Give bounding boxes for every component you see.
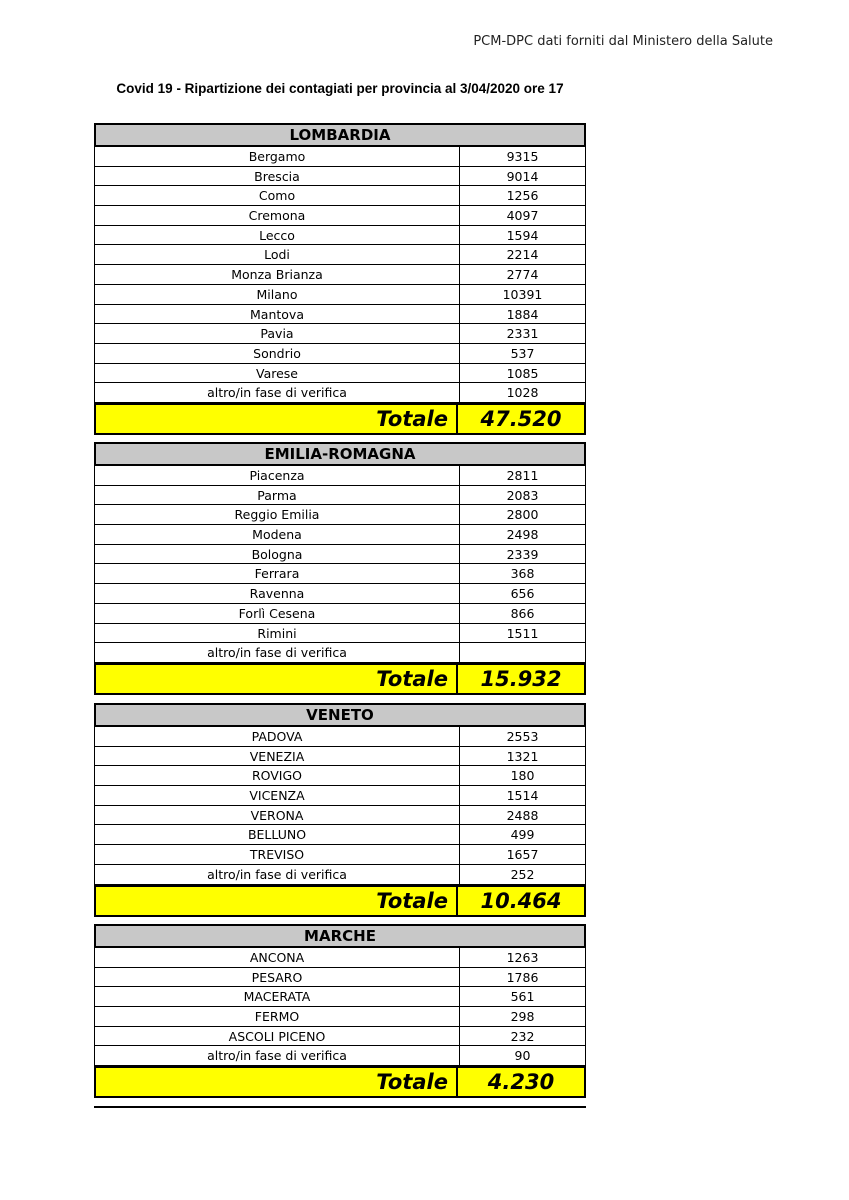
case-count: 499 xyxy=(510,827,535,843)
table-row xyxy=(95,186,585,206)
case-count: 1786 xyxy=(506,969,539,985)
region-header: EMILIA-ROMAGNA xyxy=(94,442,586,466)
case-count: 2083 xyxy=(506,487,539,503)
province-name: Reggio Emilia xyxy=(95,505,460,524)
province-name: ASCOLI PICENO xyxy=(95,1027,460,1046)
table-row xyxy=(95,1027,585,1047)
total-value: 47.520 xyxy=(480,406,562,431)
case-count: 2339 xyxy=(506,546,539,562)
case-count: 1511 xyxy=(506,625,539,641)
case-count: 9014 xyxy=(506,168,539,184)
table-row xyxy=(95,624,585,644)
table-row xyxy=(95,167,585,187)
table-row xyxy=(95,245,585,265)
province-name: Parma xyxy=(95,486,460,505)
table-row xyxy=(95,285,585,305)
case-count: 2774 xyxy=(506,267,539,283)
province-name: altro/in fase di verifica xyxy=(95,383,460,402)
total-row xyxy=(94,885,586,917)
case-count: 1514 xyxy=(506,788,539,804)
table-row xyxy=(95,845,585,865)
total-value: 10.464 xyxy=(480,888,562,913)
table-row xyxy=(95,364,585,384)
case-count: 1085 xyxy=(506,365,539,381)
case-count: 2498 xyxy=(506,527,539,543)
case-count: 9315 xyxy=(506,149,539,164)
province-name: Modena xyxy=(95,525,460,544)
table-row xyxy=(95,747,585,767)
province-name: Brescia xyxy=(95,167,460,186)
table-row xyxy=(95,486,585,506)
province-name: TREVISO xyxy=(95,845,460,864)
province-name: Bologna xyxy=(95,545,460,564)
document-title: Covid 19 - Ripartizione dei contagiati per provincia al 3/04/2020 ore 17 xyxy=(116,81,564,96)
table-row xyxy=(95,584,585,604)
case-count: 1028 xyxy=(506,385,539,401)
case-count: 90 xyxy=(514,1048,531,1064)
case-count: 1884 xyxy=(506,306,539,322)
province-name: ROVIGO xyxy=(95,766,460,785)
region-rows xyxy=(94,147,586,403)
bottom-divider xyxy=(94,1106,586,1108)
case-count: 537 xyxy=(510,345,535,361)
province-name: Piacenza xyxy=(95,466,460,485)
case-count: 1256 xyxy=(506,188,539,204)
table-row xyxy=(95,383,585,403)
province-name: altro/in fase di verifica xyxy=(95,865,460,884)
case-count: 561 xyxy=(510,989,535,1005)
total-value: 4.230 xyxy=(487,1070,555,1095)
case-count: 1321 xyxy=(506,748,539,764)
case-count: 2488 xyxy=(506,807,539,823)
province-name: Bergamo xyxy=(95,147,460,166)
table-row xyxy=(95,206,585,226)
province-name: Ferrara xyxy=(95,564,460,583)
case-count: 1594 xyxy=(506,227,539,243)
table-row xyxy=(95,344,585,364)
region-header: MARCHE xyxy=(94,924,586,948)
table-row xyxy=(95,786,585,806)
table-row xyxy=(95,825,585,845)
region-header: VENETO xyxy=(94,703,586,727)
province-name: Milano xyxy=(95,285,460,304)
table-row xyxy=(95,147,585,167)
case-count: 232 xyxy=(510,1028,535,1044)
table-row xyxy=(95,545,585,565)
table-row xyxy=(95,1007,585,1027)
table-row xyxy=(95,505,585,525)
province-name: Lecco xyxy=(95,226,460,245)
table-row xyxy=(95,1046,585,1066)
region-table-veneto xyxy=(94,703,586,917)
table-row xyxy=(95,564,585,584)
province-name: Forlì Cesena xyxy=(95,604,460,623)
province-name: VENEZIA xyxy=(95,747,460,766)
province-name: FERMO xyxy=(95,1007,460,1026)
region-table-marche xyxy=(94,924,586,1098)
table-row xyxy=(95,968,585,988)
province-name: Mantova xyxy=(95,305,460,324)
region-header: LOMBARDIA xyxy=(94,123,586,147)
province-name: Cremona xyxy=(95,206,460,225)
table-row xyxy=(95,466,585,486)
case-count: 1657 xyxy=(506,847,539,863)
case-count: 252 xyxy=(510,866,535,882)
region-table-lombardia xyxy=(94,123,586,435)
province-name: Pavia xyxy=(95,324,460,343)
table-row xyxy=(95,727,585,747)
case-count: 298 xyxy=(510,1009,535,1025)
case-count: 2800 xyxy=(506,507,539,523)
region-rows xyxy=(94,948,586,1066)
total-label: Totale xyxy=(96,405,458,433)
case-count: 2553 xyxy=(506,729,539,744)
case-count: 368 xyxy=(510,566,535,582)
region-rows xyxy=(94,727,586,885)
region-table-emilia-romagna xyxy=(94,442,586,695)
case-count: 2331 xyxy=(506,326,539,342)
province-name: Como xyxy=(95,186,460,205)
table-row xyxy=(95,324,585,344)
table-row xyxy=(95,987,585,1007)
province-name: PADOVA xyxy=(95,727,460,746)
province-name: ANCONA xyxy=(95,948,460,967)
table-row xyxy=(95,305,585,325)
case-count: 2214 xyxy=(506,247,539,263)
province-name: Varese xyxy=(95,364,460,383)
case-count: 2811 xyxy=(506,468,539,483)
case-count: 866 xyxy=(510,605,535,621)
table-row xyxy=(95,948,585,968)
table-row xyxy=(95,226,585,246)
total-row xyxy=(94,1066,586,1098)
case-count: 4097 xyxy=(506,208,539,224)
province-name: Lodi xyxy=(95,245,460,264)
page-header-source: PCM-DPC dati forniti dal Ministero della Salute xyxy=(473,34,773,49)
table-row xyxy=(95,766,585,786)
province-name: BELLUNO xyxy=(95,825,460,844)
province-name: VICENZA xyxy=(95,786,460,805)
total-label: Totale xyxy=(96,665,458,693)
table-row xyxy=(95,865,585,885)
table-row xyxy=(95,604,585,624)
case-count: 656 xyxy=(510,586,535,602)
province-name: Sondrio xyxy=(95,344,460,363)
province-name: VERONA xyxy=(95,806,460,825)
case-count xyxy=(460,643,585,662)
total-label: Totale xyxy=(96,887,458,915)
total-row xyxy=(94,403,586,435)
table-row xyxy=(95,806,585,826)
province-name: MACERATA xyxy=(95,987,460,1006)
province-name: PESARO xyxy=(95,968,460,987)
total-value: 15.932 xyxy=(480,666,562,691)
case-count: 1263 xyxy=(506,950,539,965)
table-row xyxy=(95,265,585,285)
total-label: Totale xyxy=(96,1068,458,1096)
total-row xyxy=(94,663,586,695)
province-name: Monza Brianza xyxy=(95,265,460,284)
table-row xyxy=(95,643,585,663)
province-name: altro/in fase di verifica xyxy=(95,1046,460,1065)
province-name: altro/in fase di verifica xyxy=(95,643,460,662)
case-count: 10391 xyxy=(502,286,543,302)
region-rows xyxy=(94,466,586,663)
province-name: Ravenna xyxy=(95,584,460,603)
case-count: 180 xyxy=(510,768,535,784)
province-name: Rimini xyxy=(95,624,460,643)
table-row xyxy=(95,525,585,545)
